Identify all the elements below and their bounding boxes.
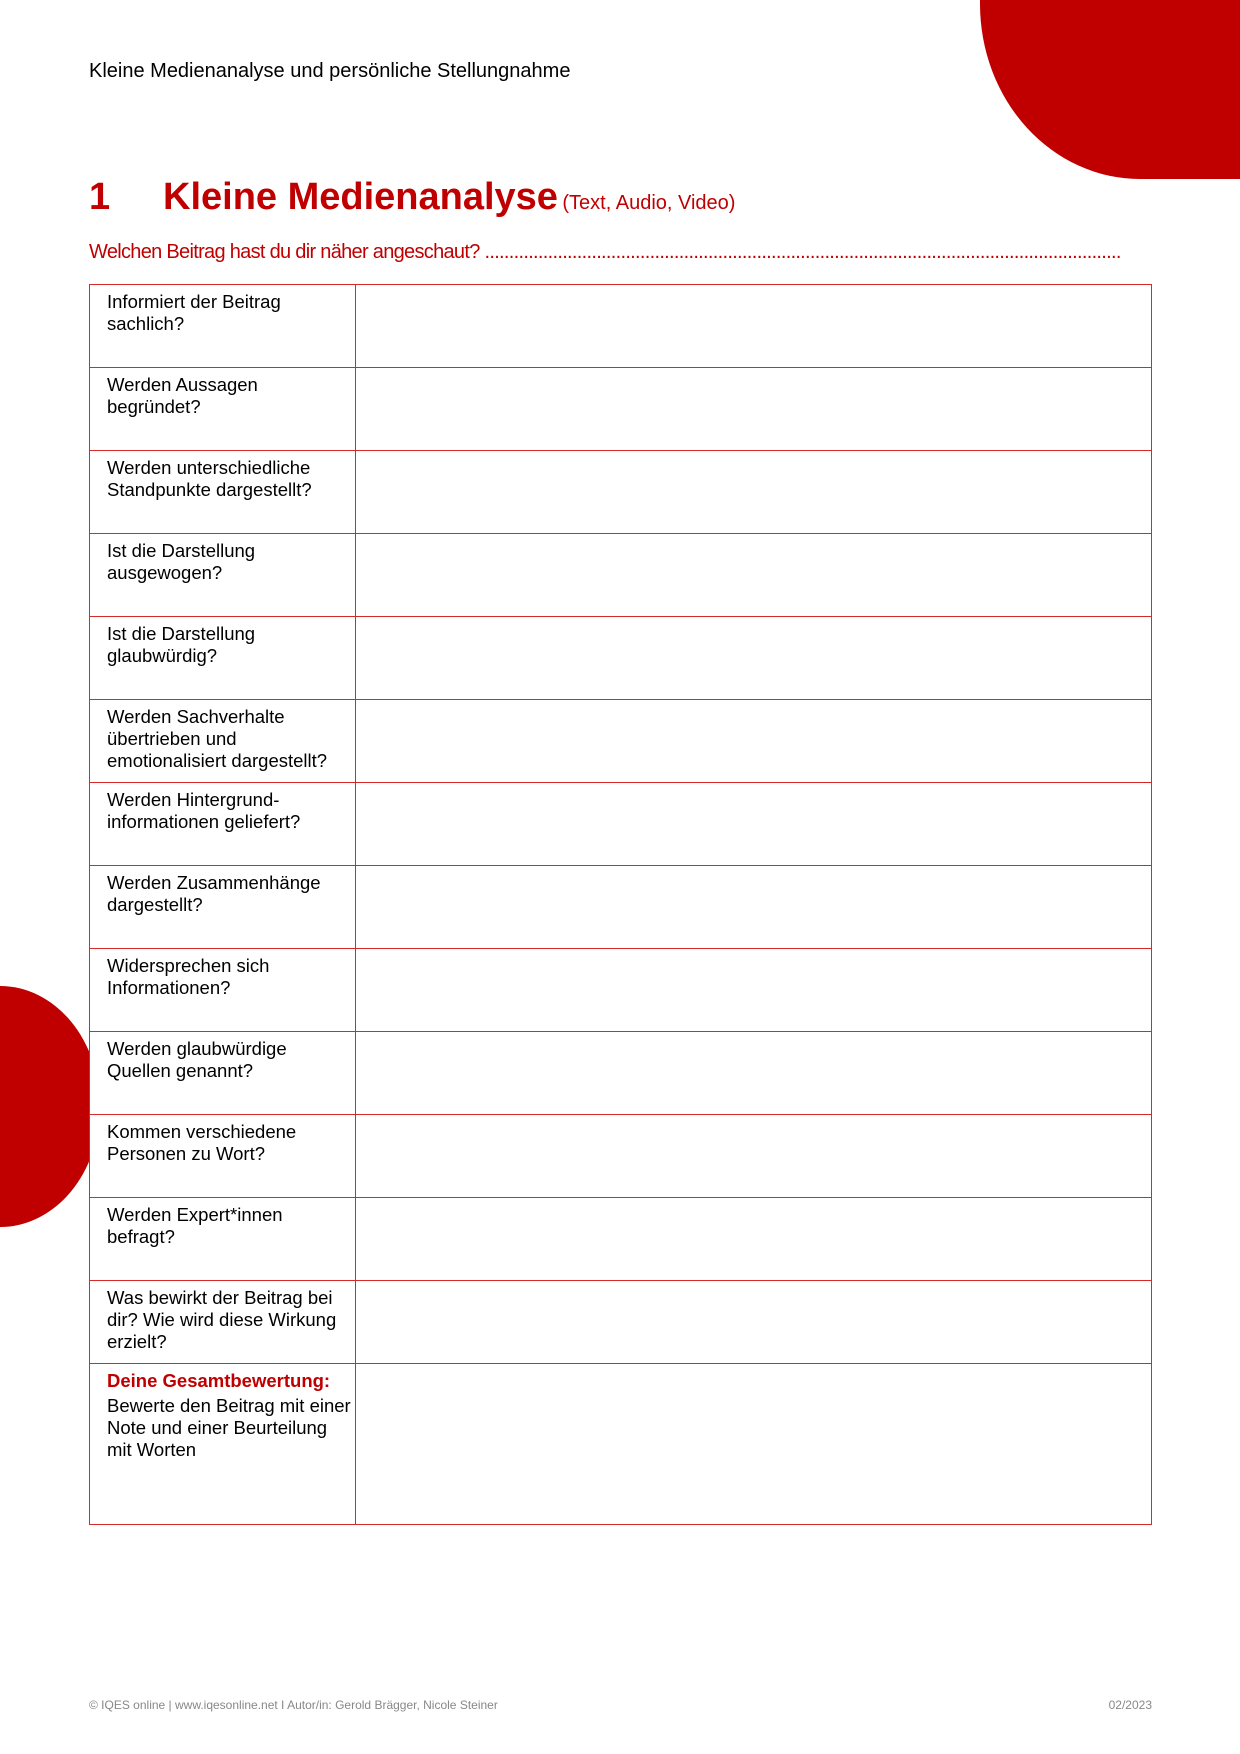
question-cell: Werden Expert*innen befragt? [90, 1198, 356, 1281]
section-title-main: Kleine Medienanalyse [163, 176, 558, 218]
answer-cell[interactable] [356, 1281, 1152, 1364]
final-rating-text: Bewerte den Beitrag mit einer Note und einer Beurteilung mit Worten [107, 1395, 351, 1460]
final-rating-row [90, 1364, 1152, 1525]
final-rating-answer-cell[interactable] [356, 1364, 1152, 1525]
table-row [90, 949, 1152, 1032]
table-row [90, 1032, 1152, 1115]
question-cell: Ist die Darstellung glaubwürdig? [90, 617, 356, 700]
article-question: Welchen Beitrag hast du dir näher angeschaut? ................................................................................................................................... [89, 241, 1121, 263]
final-rating-cell [90, 1364, 356, 1525]
answer-cell[interactable] [356, 700, 1152, 783]
answer-cell[interactable] [356, 617, 1152, 700]
final-rating-heading: Deine Gesamtbewertung: [107, 1370, 331, 1391]
question-cell: Was bewirkt der Beitrag bei dir? Wie wird diese Wirkung erzielt? [90, 1281, 356, 1364]
question-cell: Werden Hintergrund-informationen geliefert? [90, 783, 356, 866]
table-row [90, 1198, 1152, 1281]
question-cell: Werden glaubwürdige Quellen genannt? [90, 1032, 356, 1115]
table-row [90, 285, 1152, 368]
table-row [90, 866, 1152, 949]
question-cell: Werden Aussagen begründet? [90, 368, 356, 451]
question-cell: Werden unterschiedliche Standpunkte dargestellt? [90, 451, 356, 534]
table-row [90, 1115, 1152, 1198]
table-row [90, 534, 1152, 617]
answer-cell[interactable] [356, 949, 1152, 1032]
answer-cell[interactable] [356, 783, 1152, 866]
section-title [89, 176, 735, 219]
section-number: 1 [89, 176, 111, 218]
footer-credits: © IQES online | www.iqesonline.net I Autor/in: Gerold Brägger, Nicole Steiner [89, 1698, 498, 1712]
table-row [90, 783, 1152, 866]
question-cell: Widersprechen sich Informationen? [90, 949, 356, 1032]
answer-cell[interactable] [356, 285, 1152, 368]
table-row [90, 451, 1152, 534]
answer-cell[interactable] [356, 451, 1152, 534]
table-row [90, 368, 1152, 451]
table-row [90, 1281, 1152, 1364]
answer-cell[interactable] [356, 1115, 1152, 1198]
analysis-table [89, 284, 1152, 1525]
answer-cell[interactable] [356, 368, 1152, 451]
table-row [90, 617, 1152, 700]
page-header: Kleine Medienanalyse und persönliche Stellungnahme [89, 60, 571, 82]
question-cell: Informiert der Beitrag sachlich? [90, 285, 356, 368]
footer-date: 02/2023 [1108, 1698, 1152, 1712]
question-cell: Werden Zusammenhänge dargestellt? [90, 866, 356, 949]
answer-cell[interactable] [356, 1198, 1152, 1281]
answer-cell[interactable] [356, 1032, 1152, 1115]
decorative-red-shape-top-right [980, 0, 1240, 179]
table-row [90, 700, 1152, 783]
answer-cell[interactable] [356, 534, 1152, 617]
answer-cell[interactable] [356, 866, 1152, 949]
question-cell: Ist die Darstellung ausgewogen? [90, 534, 356, 617]
decorative-red-shape-left [0, 986, 100, 1227]
section-title-sub: (Text, Audio, Video) [562, 192, 736, 214]
question-cell: Kommen verschiedene Personen zu Wort? [90, 1115, 356, 1198]
question-cell: Werden Sachverhalte übertrieben und emotionalisiert dargestellt? [90, 700, 356, 783]
